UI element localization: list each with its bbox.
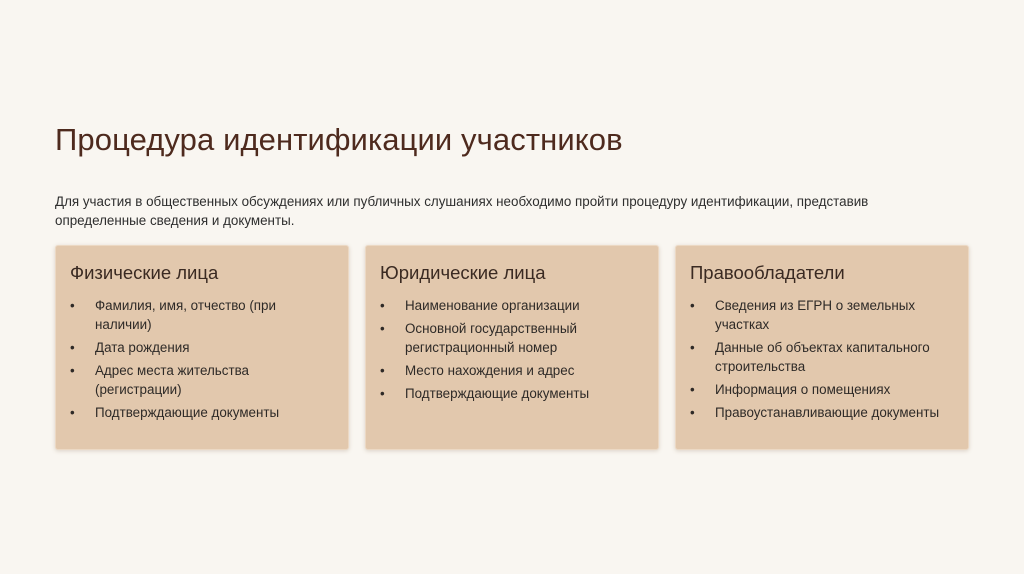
bullet-icon: • xyxy=(70,363,75,378)
bullet-icon: • xyxy=(70,298,75,313)
list-item-text: Наименование организации xyxy=(405,298,580,313)
list-item xyxy=(380,361,644,380)
page-title: Процедура идентификации участников xyxy=(55,122,623,157)
list-item xyxy=(70,296,334,334)
list-item-text: Информация о помещениях xyxy=(715,382,891,397)
bullet-icon: • xyxy=(380,386,385,401)
list-item xyxy=(380,319,644,357)
bullet-icon: • xyxy=(690,340,695,355)
bullet-icon: • xyxy=(690,382,695,397)
bullet-icon: • xyxy=(70,340,75,355)
list-item-text: Данные об объектах капитального строительства xyxy=(715,340,930,374)
list-item xyxy=(380,296,644,315)
list-item-text: Дата рождения xyxy=(95,340,190,355)
list-item-text: Адрес места жительства (регистрации) xyxy=(95,363,250,397)
card-list xyxy=(690,296,954,422)
list-item-text: Фамилия, имя, отчество (при наличии) xyxy=(95,298,276,332)
list-item-text: Место нахождения и адрес xyxy=(405,363,575,378)
card-list xyxy=(380,296,644,403)
list-item xyxy=(70,403,334,422)
bullet-icon: • xyxy=(380,321,385,336)
list-item-text: Сведения из ЕГРН о земельных участках xyxy=(715,298,916,332)
cards-row xyxy=(55,245,969,450)
bullet-icon: • xyxy=(690,405,695,420)
card-title: Правообладатели xyxy=(690,262,845,283)
card-title: Юридические лица xyxy=(380,262,546,283)
bullet-icon: • xyxy=(380,298,385,313)
bullet-icon: • xyxy=(380,363,385,378)
list-item xyxy=(690,380,954,399)
list-item xyxy=(70,338,334,357)
card-title: Физические лица xyxy=(70,262,219,283)
bullet-icon: • xyxy=(690,298,695,313)
list-item-text: Правоустанавливающие документы xyxy=(715,405,940,420)
card-list xyxy=(70,296,334,422)
list-item xyxy=(70,361,334,399)
list-item xyxy=(690,403,954,422)
card-individuals xyxy=(55,245,349,450)
list-item xyxy=(380,384,644,403)
bullet-icon: • xyxy=(70,405,75,420)
list-item-text: Основной государственный регистрационный номер xyxy=(405,321,577,355)
list-item-text: Подтверждающие документы xyxy=(95,405,280,420)
list-item-text: Подтверждающие документы xyxy=(405,386,590,401)
card-right-holders xyxy=(675,245,969,450)
intro-paragraph: Для участия в общественных обсуждениях или публичных слушаниях необходимо пройти процедуру идентификации, представив определенные сведения и документы. xyxy=(55,194,869,228)
card-legal-entities xyxy=(365,245,659,450)
list-item xyxy=(690,338,954,376)
list-item xyxy=(690,296,954,334)
